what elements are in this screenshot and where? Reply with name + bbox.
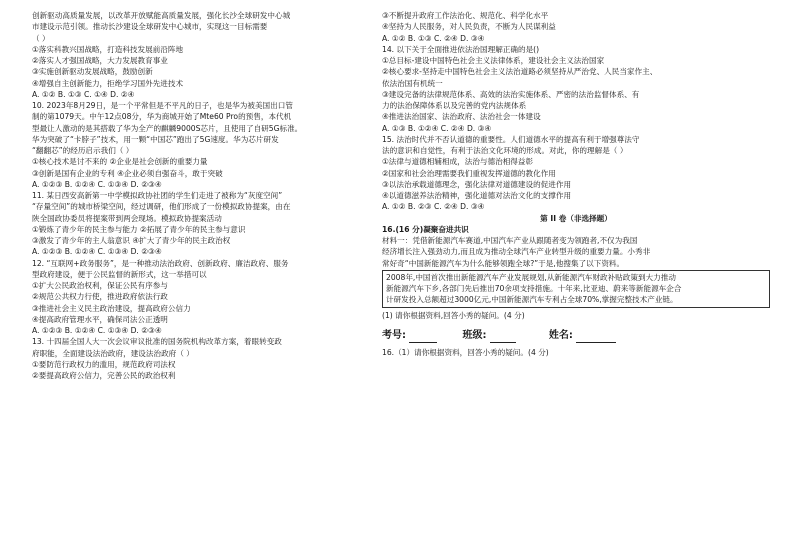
question-line: “存量空间”的城市桥梁空间，经过调研，他们形成了一份模拟政协提案，由在 — [32, 202, 291, 212]
question-line: A. ①②③ B. ①②④ C. ①③④ D. ②③④ — [32, 179, 162, 189]
question-line: 11. 某日西安高新第一中学模拟政协社团的学生们走进了被称为“灰度空间” — [32, 191, 283, 200]
question-16-1-repeat: 16.（1）请你根据资料，回答小秀的疑问。(4 分) — [382, 347, 549, 357]
name-field[interactable] — [576, 331, 616, 343]
class-field[interactable] — [490, 331, 516, 343]
question-line: （ ） — [32, 33, 50, 43]
question-line: 制的第1079天。中午12点08分，华为商城开始了Mte60 Pro的预售，本代机 — [32, 112, 292, 122]
question-line: A. ①②③ B. ①②④ C. ①③④ D. ②③④ — [32, 247, 162, 257]
question-line: ④以道德滋养法治精神，强化道德对法治文化的支撑作用 — [382, 191, 572, 200]
question-line: 法的意识和自觉性，有利于法治文化环境的形成。对此，你的理解是（ ） — [382, 146, 628, 155]
question-line: 型政府建设，便于公民监督的新形式，这一举措可以 — [32, 269, 207, 279]
question-line: 14. 以下关于全面推进依法治国理解正确的是() — [382, 44, 540, 54]
question-line: ④提高政府管理水平，确保司法公正透明 — [32, 314, 168, 324]
question-line: ③实施创新驱动发展战略，鼓励创新 — [32, 67, 153, 77]
question-line: 府职能，全面建设法治政府，建设法治政府（ ） — [32, 348, 194, 358]
question-line: ④增强自主创新能力，拒绝学习国外先进技术 — [32, 78, 184, 88]
question-16-1: (1) 请你根据资料,回答小秀的疑问。(4 分) — [382, 310, 525, 320]
question-line: ③建设完备的法律规范体系、高效的法治实施体系、严密的法治监督体系、有 — [382, 89, 640, 99]
question-line: A. ①② B. ②③ C. ②④ D. ③④ — [382, 202, 485, 212]
material-line: 材料一：凭借新能源汽车赛道,中国汽车产业从跟随者变为领跑者,不仅为我国 — [382, 236, 638, 245]
question-line: ②国家和社会治理需要我们重视发挥道德的教化作用 — [382, 168, 556, 178]
question-line: ③创新是国有企业的专利 ④企业必须自强奋斗，敢于突破 — [32, 168, 223, 178]
question-line: ①落实科教兴国战略，打造科技发展前沿阵地 — [32, 44, 184, 54]
question-line: 依法治国有机统一 — [382, 78, 443, 88]
question-line: 创新驱动高质量发展，以改革开放赋能高质量发展，强化长沙全球研发中心城 — [32, 11, 291, 20]
question-line: 10. 2023年8月29日，是一个平常但是不平凡的日子，也是华为被美国出口管 — [32, 101, 293, 110]
question-line: 陕全国政协委员将提案带到两会现场。模拟政协提案活动 — [32, 213, 222, 223]
box-line: 计研发投入总额超过3000亿元,中国新能源汽车专利占全球70%,掌握完整技术产业链。 — [386, 295, 678, 305]
question-line: ①扩大公民政治权利，保证公民有序参与 — [32, 281, 168, 290]
question-line: ④推进法治国家、法治政府、法治社会一体建设 — [382, 112, 541, 122]
question-line: ③推进社会主义民主政治建设，提高政府公信力 — [32, 303, 191, 313]
question-line: A. ①②③ B. ①②④ C. ①③④ D. ②③④ — [32, 326, 162, 335]
left-column — [32, 10, 372, 381]
material-box — [382, 270, 770, 308]
material-line: 常好奇“中国新能源汽车为什么能够领跑全球?”于是,他搜集了以下资料。 — [382, 258, 625, 268]
material-text — [382, 235, 770, 269]
question-line: A. ①② B. ①③ C. ②④ D. ③④ — [382, 33, 485, 43]
question-line: ②落实人才强国战略，大力发展教育事业 — [32, 56, 168, 65]
question-line: A. ①③ B. ①②④ C. ②④ D. ③④ — [382, 123, 492, 133]
question-line: ①法律与道德相辅相成，法治与德治相得益彰 — [382, 157, 534, 167]
section-heading: 第 II 卷（非选择题） — [540, 213, 612, 223]
question-line: ③激发了青少年的主人翁意识 ④扩大了青少年的民主政治权 — [32, 236, 231, 245]
question-line: 华为突破了“卡脖子”技术，用一颗“中国芯”跑出了5G速度。华为芯片研发 — [32, 134, 279, 144]
name-label: 姓名: — [548, 329, 573, 341]
material-line: 经济增长注入强劲动力,而且成为推动全球汽车产业转型升级的重要力量。小秀非 — [382, 247, 651, 257]
question-line: 市建设示范引领。推动长沙建设全球研发中心城市，实现这一目标需要 — [32, 22, 268, 32]
question-line: ③以法治承载道德理念，强化法律对道德建设的促进作用 — [382, 179, 572, 189]
exam-number-field[interactable] — [409, 331, 437, 343]
question-line: ①锻炼了青少年的民主参与能力 ②拓展了青少年的民主参与意识 — [32, 224, 246, 234]
question-line: A. ①② B. ①③ C. ①④ D. ②④ — [32, 89, 135, 99]
exam-number-label: 考号: — [382, 329, 406, 341]
question-line: 12. “互联网+政务服务”，是一种推动法治政府、创新政府、廉洁政府、服务 — [32, 258, 289, 268]
question-line: ③不断提升政府工作法治化、规范化、科学化水平 — [382, 11, 549, 20]
question-line: ①核心技术是讨不来的 ②企业是社会创新的重要力量 — [32, 157, 208, 167]
question-line: ①总目标-建设中国特色社会主义法律体系，建设社会主义法治国家 — [382, 56, 605, 65]
right-top-questions — [382, 10, 770, 213]
question-line: 力的法治保障体系以及完善的党内法规体系 — [382, 101, 527, 110]
question-line: ④坚持为人民服务，对人民负责，不断为人民谋利益 — [382, 22, 556, 32]
question-line: 13. 十四届全国人大一次会议审议批准的国务院机构改革方案，着眼转变政 — [32, 337, 282, 347]
question-line: ②要提高政府公信力，完善公民的政治权利 — [32, 371, 176, 380]
question-line: ②规范公共权力行使，推进政府依法行政 — [32, 292, 168, 302]
question-line: “翻翻芯”的经历启示我们（ ） — [32, 146, 134, 155]
question-line: 型最让人激动的是其搭载了华为全产的麒麟9000S芯片，且使用了自研5G标准。 — [32, 123, 303, 133]
right-column — [382, 10, 770, 358]
question-line: 15. 法治时代并不否认道德的重要性。人们道德水平的提高有利于增强尊法守 — [382, 134, 640, 144]
question-line: ②核心要求-坚持走中国特色社会主义法治道路必须坚持从严治党、人民当家作主、 — [382, 67, 658, 77]
question-16-heading: 16.(16 分)凝聚奋进共识 — [382, 224, 469, 234]
student-info-line — [382, 329, 770, 343]
question-line: ①要防范行政权力的滥用，规范政府司法权 — [32, 359, 176, 369]
box-line: 2008年,中国首次推出新能源汽车产业发展规划,从新能源汽车财政补贴政策到大力推动 — [386, 272, 676, 282]
box-line: 新能源汽车下乡,各部门先后推出70余项支持措施。十年来,比亚迪、蔚来等新能源车企合 — [386, 284, 682, 293]
class-label: 班级: — [462, 329, 487, 341]
